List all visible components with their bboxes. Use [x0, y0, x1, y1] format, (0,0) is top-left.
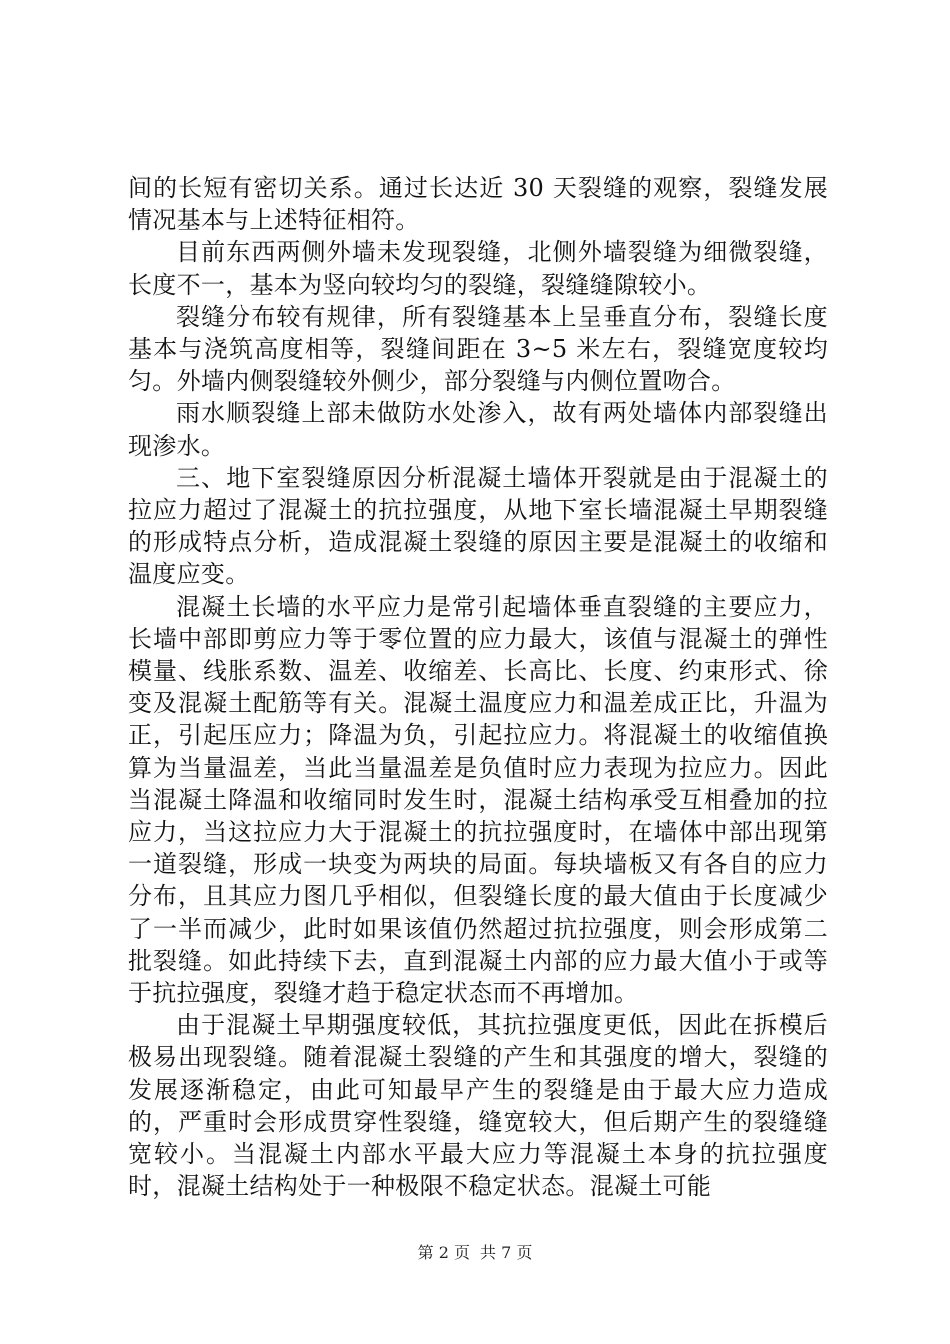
paragraph-5: 三、地下室裂缝原因分析混凝土墙体开裂就是由于混凝土的拉应力超过了混凝土的抗拉强度，从地下室长墙混凝土早期裂缝的形成特点分析，造成混凝土裂缝的原因主要是混凝土的收缩和温度应变。 [128, 463, 828, 589]
paragraph-1: 间的长短有密切关系。通过长达近 30 天裂缝的观察，裂缝发展情况基本与上述特征相符。 [128, 174, 828, 235]
paragraph-2: 目前东西两侧外墙未发现裂缝，北侧外墙裂缝为细微裂缝，长度不一，基本为竖向较均匀的裂缝，裂缝缝隙较小。 [128, 238, 828, 299]
page-number: 第 2 页 [417, 1243, 470, 1262]
paragraph-7: 由于混凝土早期强度较低，其抗拉强度更低，因此在拆模后极易出现裂缝。随着混凝土裂缝的产生和其强度的增大，裂缝的发展逐渐稳定，由此可知最早产生的裂缝是由于最大应力造成的，严重时会形成贯穿性裂缝，缝宽较大，但后期产生的裂缝缝宽较小。当混凝土内部水平最大应力等混凝土本身的抗拉强度时，混凝土结构处于一种极限不稳定状态。混凝土可能 [128, 1011, 828, 1201]
document-body [128, 172, 828, 1203]
paragraph-6: 混凝土长墙的水平应力是常引起墙体垂直裂缝的主要应力，长墙中部即剪应力等于零位置的应力最大，该值与混凝土的弹性模量、线胀系数、温差、收缩差、长高比、长度、约束形式、徐变及混凝土配筋等有关。混凝土温度应力和温差成正比，升温为正，引起压应力；降温为负，引起拉应力。将混凝土的收缩值换算为当量温差，当此当量温差是负值时应力表现为拉应力。因此当混凝土降温和收缩同时发生时，混凝土结构承受互相叠加的拉应力，当这拉应力大于混凝土的抗拉强度时，在墙体中部出现第一道裂缝，形成一块变为两块的局面。每块墙板又有各自的应力分布，且其应力图几乎相似，但裂缝长度的最大值由于长度减少了一半而减少，此时如果该值仍然超过抗拉强度，则会形成第二批裂缝。如此持续下去，直到混凝土内部的应力最大值小于或等于抗拉强度，裂缝才趋于稳定状态而不再增加。 [128, 592, 828, 1008]
page-total: 共 7 页 [480, 1243, 533, 1262]
paragraph-3: 裂缝分布较有规律，所有裂缝基本上呈垂直分布，裂缝长度基本与浇筑高度相等，裂缝间距在 3~5 米左右，裂缝宽度较均匀。外墙内侧裂缝较外侧少，部分裂缝与内侧位置吻合。 [128, 302, 828, 396]
paragraph-4: 雨水顺裂缝上部未做防水处渗入，故有两处墙体内部裂缝出现渗水。 [128, 399, 828, 460]
page-footer [0, 1243, 950, 1263]
